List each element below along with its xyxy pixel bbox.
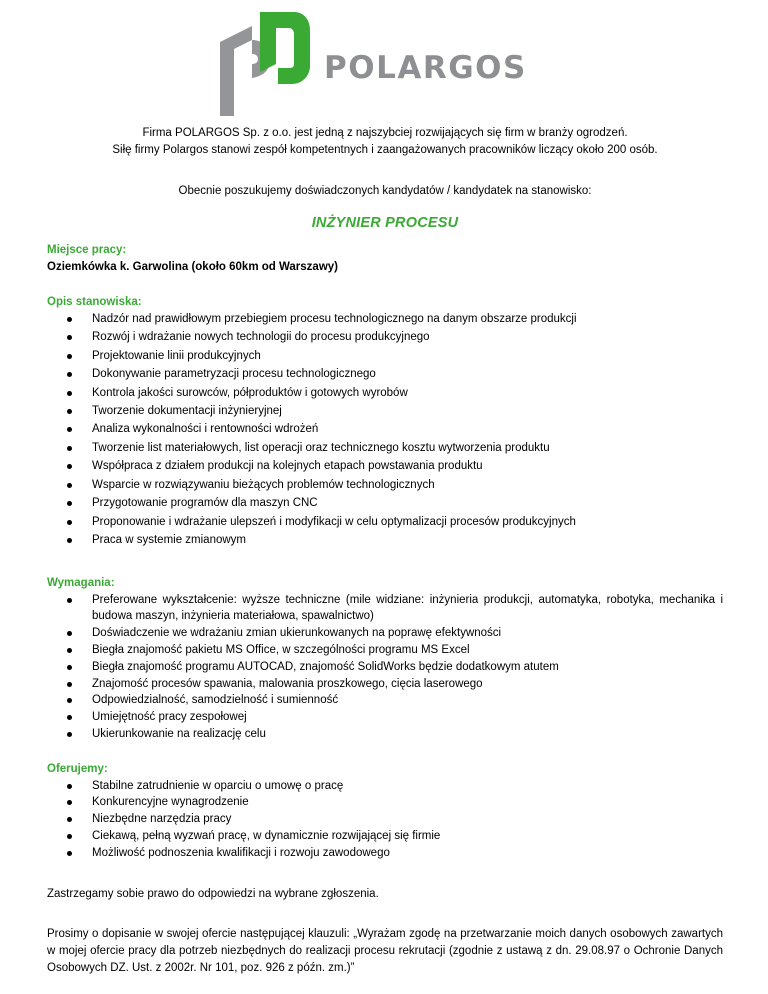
offer-list <box>47 778 723 862</box>
list-item: Rozwój i wdrażanie nowych technologii do procesu produkcyjnego <box>47 329 723 346</box>
list-item: Konkurencyjne wynagrodzenie <box>47 794 723 811</box>
bullet-icon <box>67 335 72 340</box>
bullet-icon <box>67 800 72 805</box>
offer-heading: Oferujemy: <box>47 762 108 775</box>
bullet-icon <box>67 648 72 653</box>
list-item: Odpowiedzialność, samodzielność i sumienność <box>47 692 723 709</box>
list-item: Ukierunkowanie na realizację celu <box>47 726 723 743</box>
list-item: Wsparcie w rozwiązywaniu bieżących problemów technologicznych <box>47 477 723 494</box>
list-item: Preferowane wykształcenie: wyższe techniczne (mile widziane: inżynieria produkcji, automatyka, robotyka, mechanika i budowa maszyn, inżynieria materiałowa, spawalnictwo) <box>47 592 723 626</box>
bullet-icon <box>67 446 72 451</box>
list-item: Projektowanie linii produkcyjnych <box>47 348 723 365</box>
bullet-icon <box>67 784 72 789</box>
intro-paragraph <box>47 125 723 159</box>
bullet-icon <box>67 391 72 396</box>
bullet-icon <box>67 538 72 543</box>
job-title: INŻYNIER PROCESU <box>311 215 459 232</box>
bullet-icon <box>67 501 72 506</box>
intro-line-2: Siłę firmy Polargos stanowi zespół kompetentnych i zaangażowanych pracowników liczący około 200 osób. <box>112 143 658 156</box>
description-list <box>47 311 723 550</box>
offer-section <box>47 761 723 862</box>
list-item: Kontrola jakości surowców, półproduktów i gotowych wyrobów <box>47 385 723 402</box>
bullet-icon <box>67 851 72 856</box>
list-item: Biegła znajomość pakietu MS Office, w szczególności programu MS Excel <box>47 642 723 659</box>
bullet-icon <box>67 372 72 377</box>
bullet-icon <box>67 464 72 469</box>
bullet-icon <box>67 665 72 670</box>
list-item: Przygotowanie programów dla maszyn CNC <box>47 495 723 512</box>
document-content <box>47 125 723 977</box>
search-text: Obecnie poszukujemy doświadczonych kandydatów / kandydatek na stanowisko: <box>178 184 592 197</box>
logo-brand-text: POLARGOS <box>324 50 527 86</box>
bullet-icon <box>67 598 72 603</box>
bullet-icon <box>67 698 72 703</box>
list-item: Umiejętność pracy zespołowej <box>47 709 723 726</box>
polargos-logo-graphic <box>212 4 527 122</box>
list-item: Współpraca z działem produkcji na kolejnych etapach powstawania produktu <box>47 458 723 475</box>
list-item: Biegła znajomość programu AUTOCAD, znajomość SolidWorks będzie dodatkowym atutem <box>47 659 723 676</box>
description-heading: Opis stanowiska: <box>47 295 142 308</box>
reservation-text: Zastrzegamy sobie prawo do odpowiedzi na wybrane zgłoszenia. <box>47 887 379 900</box>
requirements-list <box>47 592 723 743</box>
list-item: Praca w systemie zmianowym <box>47 532 723 549</box>
list-item: Tworzenie list materiałowych, list operacji oraz technicznego kosztu wytworzenia produktu <box>47 440 723 457</box>
bullet-icon <box>67 817 72 822</box>
requirements-heading: Wymagania: <box>47 576 115 589</box>
workplace-heading: Miejsce pracy: <box>47 244 127 257</box>
consent-clause: Prosimy o dopisanie w swojej ofercie następującej klauzuli: „Wyrażam zgodę na przetwarzanie moich danych osobowych zawartych w mojej ofercie pracy dla potrzeb niezbędnych do realizacji procesu rekrutacji (zgodnie z ustawą z dn. 29.08.97 o Ochronie Danych Osobowych DZ. Ust. z 2002r. Nr 101, poz. 926 z późn. zm.)” <box>47 928 723 975</box>
bullet-icon <box>67 317 72 322</box>
list-item: Stabilne zatrudnienie w oparciu o umowę o pracę <box>47 778 723 795</box>
list-item: Doświadczenie we wdrażaniu zmian ukierunkowanych na poprawę efektywności <box>47 625 723 642</box>
list-item: Niezbędne narzędzia pracy <box>47 811 723 828</box>
bullet-icon <box>67 409 72 414</box>
list-item: Znajomość procesów spawania, malowania proszkowego, cięcia laserowego <box>47 676 723 693</box>
list-item: Nadzór nad prawidłowym przebiegiem procesu technologicznego na danym obszarze produkcji <box>47 311 723 328</box>
intro-line-1: Firma POLARGOS Sp. z o.o. jest jedną z najszybciej rozwijających się firm w branży ogrodzeń. <box>142 127 628 139</box>
bullet-icon <box>67 520 72 525</box>
bullet-icon <box>67 715 72 720</box>
bullet-icon <box>67 732 72 737</box>
bullet-icon <box>67 483 72 488</box>
workplace-section <box>47 242 723 276</box>
bullet-icon <box>67 682 72 687</box>
list-item: Ciekawą, pełną wyzwań pracę, w dynamicznie rozwijającej się firmie <box>47 828 723 845</box>
description-section <box>47 294 723 549</box>
bullet-icon <box>67 834 72 839</box>
bullet-icon <box>67 631 72 636</box>
bullet-icon <box>67 354 72 359</box>
logo-green-shape <box>260 12 310 84</box>
list-item: Dokonywanie parametryzacji procesu technologicznego <box>47 366 723 383</box>
requirements-section <box>47 575 723 743</box>
bullet-icon <box>67 427 72 432</box>
list-item: Proponowanie i wdrażanie ulepszeń i modyfikacji w celu optymalizacji procesów produkcyjnych <box>47 514 723 531</box>
polargos-logo <box>212 4 527 122</box>
list-item: Tworzenie dokumentacji inżynieryjnej <box>47 403 723 420</box>
list-item: Możliwość podnoszenia kwalifikacji i rozwoju zawodowego <box>47 845 723 862</box>
workplace-value: Oziemkówka k. Garwolina (około 60km od Warszawy) <box>47 260 338 273</box>
list-item: Analiza wykonalności i rentowności wdrożeń <box>47 421 723 438</box>
